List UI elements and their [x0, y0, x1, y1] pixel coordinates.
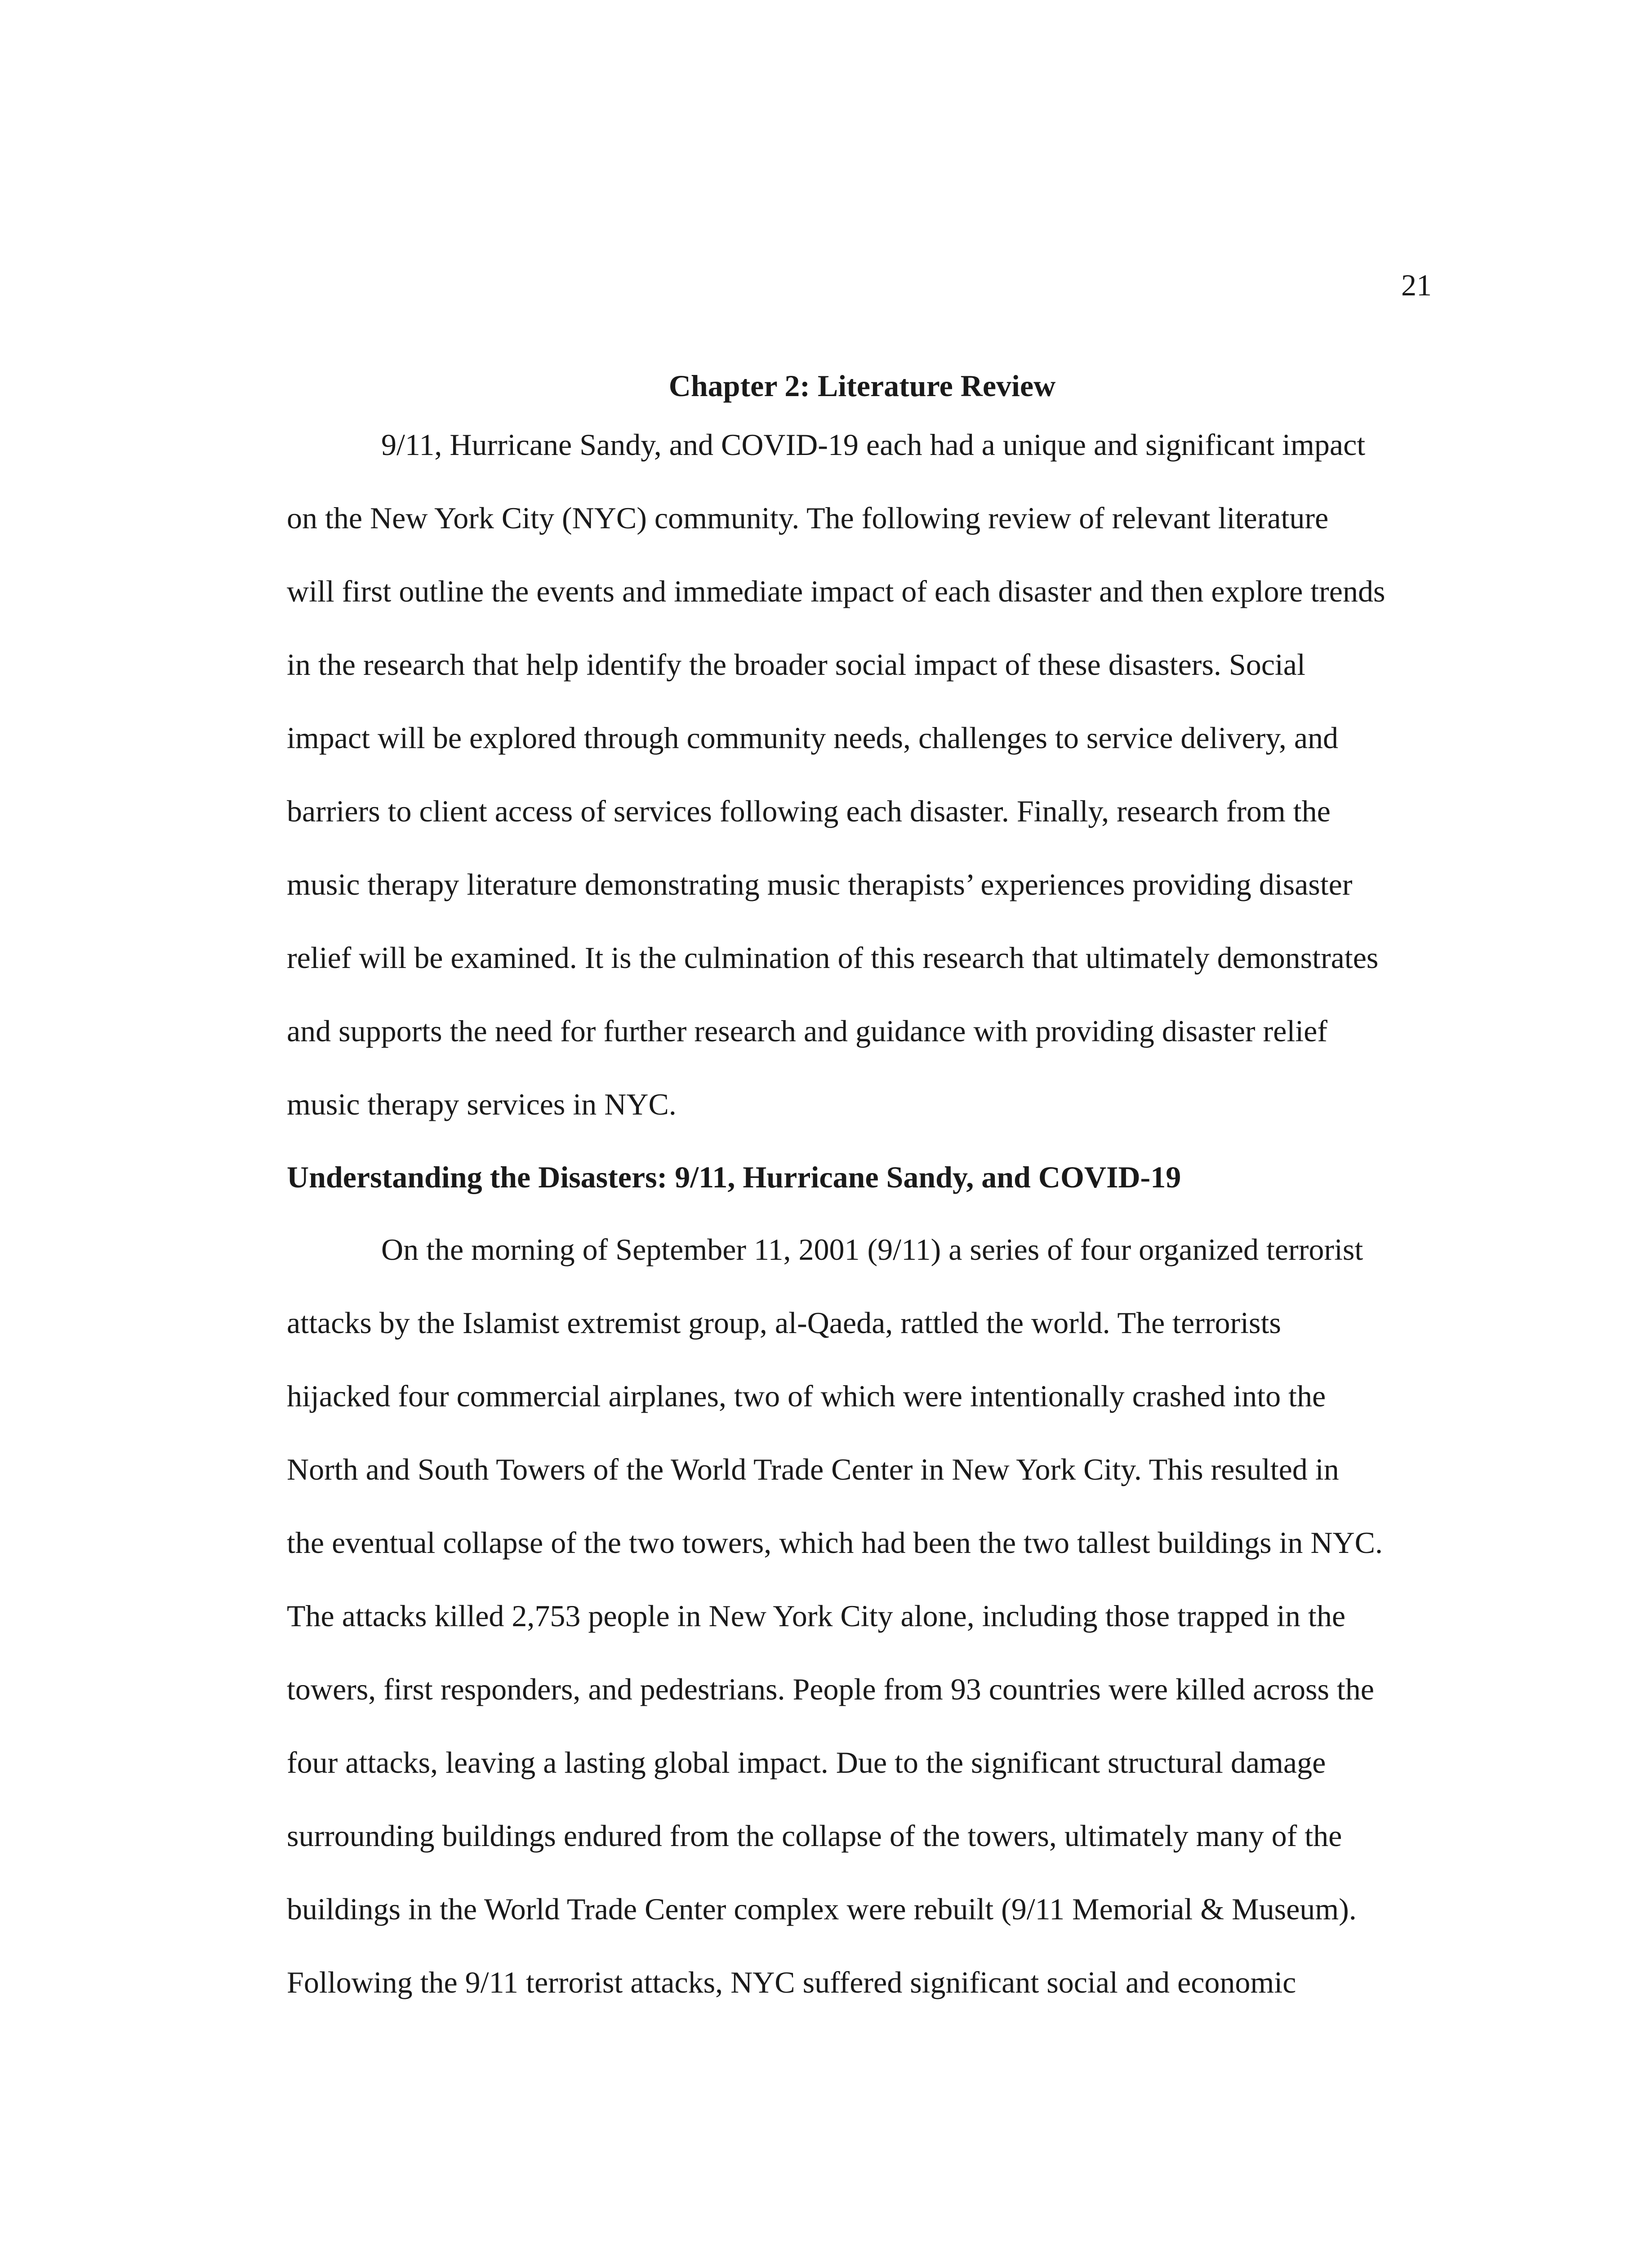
paragraph-line: impact will be explored through community needs, challenges to service delivery, and	[287, 721, 1338, 755]
paragraph-line: the eventual collapse of the two towers, which had been the two tallest buildings in NYC.	[287, 1525, 1383, 1560]
paragraph-line: and supports the need for further research and guidance with providing disaster relief	[287, 1014, 1327, 1048]
paragraph-intro	[287, 408, 1438, 1141]
paragraph-line: on the New York City (NYC) community. The following review of relevant literature	[287, 501, 1329, 535]
paragraph-line: attacks by the Islamist extremist group, al-Qaeda, rattled the world. The terrorists	[287, 1306, 1281, 1340]
paragraph-line: music therapy literature demonstrating music therapists’ experiences providing disaster	[287, 867, 1353, 901]
paragraph-line: buildings in the World Trade Center complex were rebuilt (9/11 Memorial & Museum).	[287, 1892, 1357, 1926]
paragraph-line: in the research that help identify the broader social impact of these disasters. Social	[287, 647, 1305, 682]
paragraph-line: The attacks killed 2,753 people in New York City alone, including those trapped in the	[287, 1599, 1345, 1633]
chapter-title: Chapter 2: Literature Review	[668, 369, 1056, 403]
paragraph-line: 9/11, Hurricane Sandy, and COVID-19 each had a unique and significant impact	[381, 428, 1366, 462]
paragraph-disasters	[287, 1213, 1438, 2019]
paragraph-line: music therapy services in NYC.	[287, 1087, 677, 1121]
paragraph-line: surrounding buildings endured from the collapse of the towers, ultimately many of the	[287, 1819, 1342, 1853]
paragraph-line: Following the 9/11 terrorist attacks, NYC suffered significant social and economic	[287, 1965, 1296, 1999]
paragraph-line: relief will be examined. It is the culmination of this research that ultimately demonstrates	[287, 941, 1379, 975]
paragraph-line: will first outline the events and immediate impact of each disaster and then explore trends	[287, 574, 1385, 608]
paragraph-line: four attacks, leaving a lasting global impact. Due to the significant structural damage	[287, 1745, 1326, 1780]
section-heading: Understanding the Disasters: 9/11, Hurricane Sandy, and COVID-19	[287, 1160, 1181, 1194]
paragraph-line: barriers to client access of services following each disaster. Finally, research from the	[287, 794, 1331, 828]
paragraph-line: towers, first responders, and pedestrians. People from 93 countries were killed across the	[287, 1672, 1374, 1706]
page-number: 21	[1401, 268, 1432, 302]
paragraph-line: North and South Towers of the World Trade Center in New York City. This resulted in	[287, 1452, 1339, 1486]
body-text	[287, 363, 1438, 2019]
paragraph-line: On the morning of September 11, 2001 (9/11) a series of four organized terrorist	[381, 1232, 1363, 1267]
paragraph-line: hijacked four commercial airplanes, two of which were intentionally crashed into the	[287, 1379, 1326, 1413]
